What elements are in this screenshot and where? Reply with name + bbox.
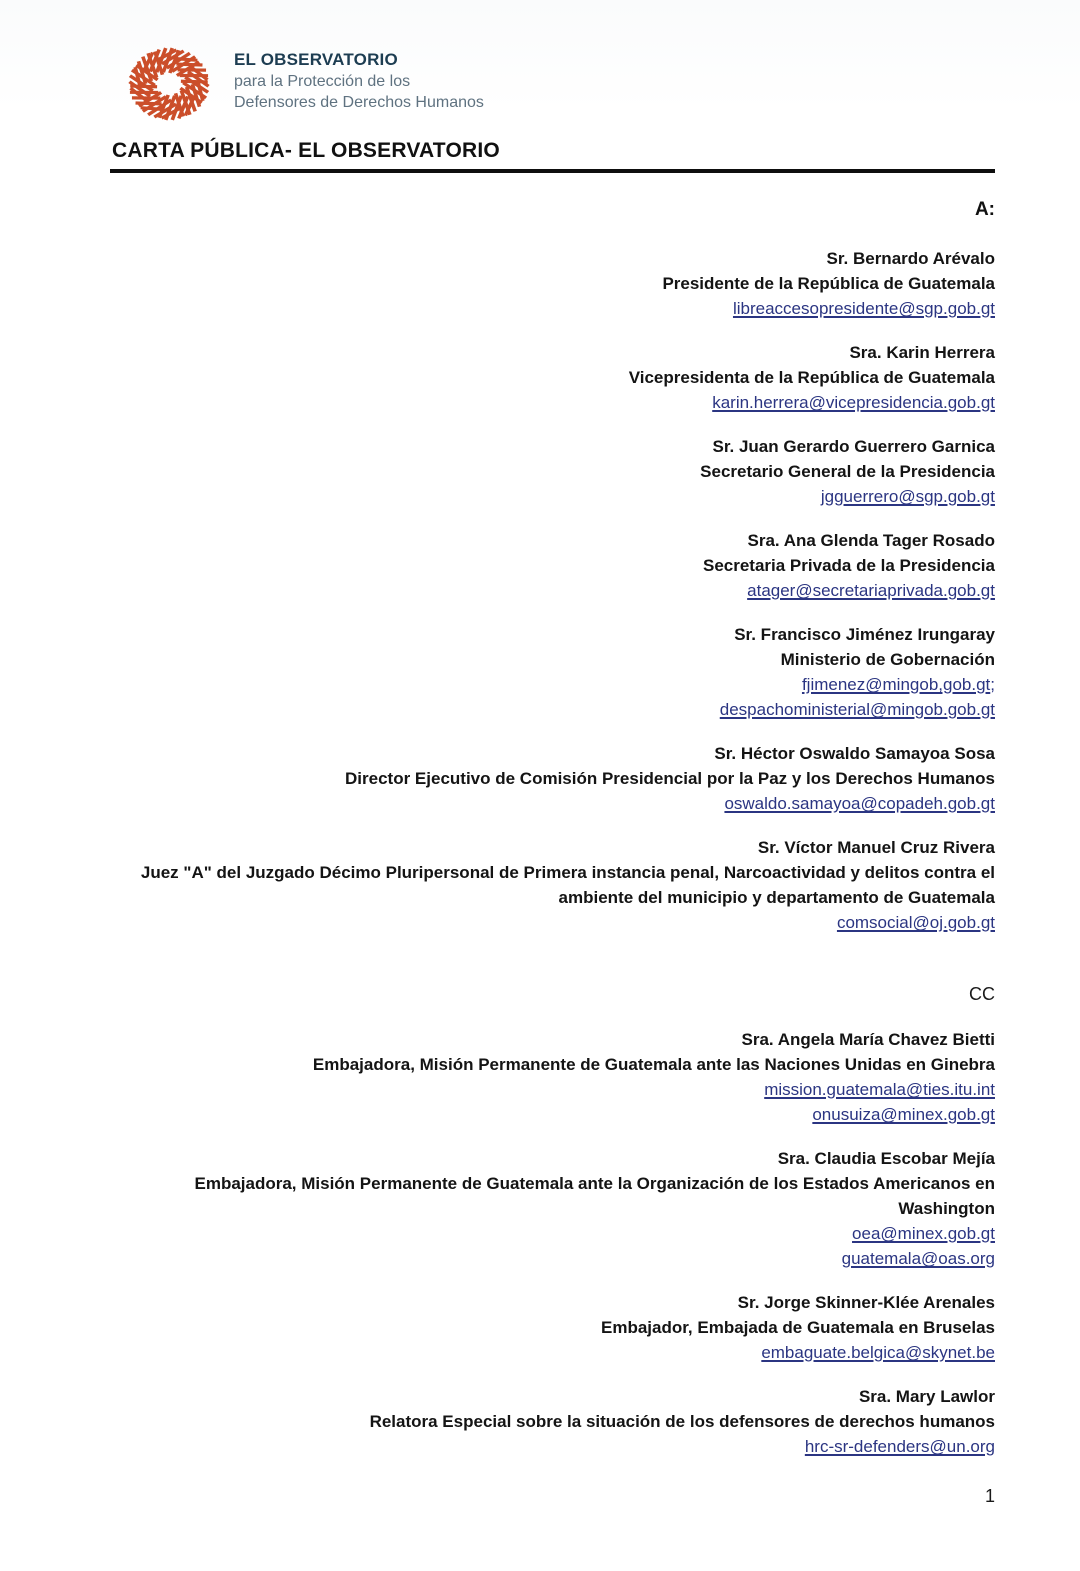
recipient-email-row <box>112 390 995 415</box>
recipient-email-row <box>112 1102 995 1127</box>
cc-recipients-list <box>112 1027 995 1459</box>
org-name: EL OBSERVATORIO <box>234 50 398 69</box>
email-link[interactable]: karin.herrera@vicepresidencia.gob.gt <box>712 393 995 412</box>
recipient-name: Sr. Jorge Skinner-Klée Arenales <box>737 1293 995 1312</box>
letterhead <box>112 40 995 173</box>
recipient-name: Sra. Angela María Chavez Bietti <box>741 1030 995 1049</box>
recipient-block <box>112 1290 995 1365</box>
email-link[interactable]: comsocial@oj.gob.gt <box>836 913 995 932</box>
email-link[interactable]: jgguerrero@sgp.gob.gt <box>820 487 995 506</box>
org-subtitle-line1: para la Protección de los <box>234 73 411 90</box>
to-recipients-list <box>112 246 995 935</box>
email-link[interactable]: oswaldo.samayoa@copadeh.gob.gt <box>724 794 995 813</box>
recipient-title: Presidente de la República de Guatemala <box>662 274 995 293</box>
page-number: 1 <box>984 1486 995 1506</box>
recipient-title: Relatora Especial sobre la situación de los defensores de derechos humanos <box>369 1412 995 1431</box>
email-link[interactable]: fjimenez@mingob,gob.gt <box>801 675 991 694</box>
recipient-name: Sra. Karin Herrera <box>849 343 995 362</box>
recipient-email-row <box>112 672 995 697</box>
title-divider <box>110 169 995 173</box>
email-link[interactable]: hrc-sr-defenders@un.org <box>804 1437 995 1456</box>
recipient-title: Embajador, Embajada de Guatemala en Bruselas <box>601 1318 995 1337</box>
recipient-block <box>112 622 995 722</box>
recipient-name: Sr. Bernardo Arévalo <box>826 249 995 268</box>
recipients-section <box>112 197 995 1459</box>
recipient-email-row <box>112 697 995 722</box>
observatorio-spiral-logo-icon <box>120 40 218 128</box>
recipient-name: Sr. Héctor Oswaldo Samayoa Sosa <box>714 744 995 763</box>
recipient-block <box>112 835 995 935</box>
recipient-title: Ministerio de Gobernación <box>780 650 995 669</box>
recipient-title: Embajadora, Misión Permanente de Guatemala ante la Organización de los Estados Americanos en Washington <box>194 1174 995 1218</box>
recipient-name: Sr. Víctor Manuel Cruz Rivera <box>757 838 995 857</box>
email-link[interactable]: despachoministerial@mingob.gob.gt <box>719 700 995 719</box>
recipient-block <box>112 434 995 509</box>
recipient-title: Vicepresidenta de la República de Guatemala <box>628 368 995 387</box>
recipient-email-row <box>112 1246 995 1271</box>
org-text <box>234 49 484 113</box>
recipient-email-row <box>112 578 995 603</box>
recipient-block <box>112 340 995 415</box>
email-link[interactable]: onusuiza@minex.gob.gt <box>812 1105 995 1124</box>
recipient-title: Secretaria Privada de la Presidencia <box>702 556 995 575</box>
recipient-email-row <box>112 484 995 509</box>
recipient-block <box>112 1146 995 1271</box>
recipient-email-row <box>112 791 995 816</box>
email-link[interactable]: guatemala@oas.org <box>841 1249 995 1268</box>
email-link[interactable]: mission.guatemala@ties.itu.int <box>764 1080 995 1099</box>
recipient-email-row <box>112 296 995 321</box>
recipient-title: Juez "A" del Juzgado Décimo Pluripersonal de Primera instancia penal, Narcoactividad y delitos contra el ambiente del municipio y departamento de Guatemala <box>140 863 995 907</box>
recipient-block <box>112 1384 995 1459</box>
recipient-email-row <box>112 1221 995 1246</box>
recipient-name: Sra. Mary Lawlor <box>858 1387 995 1406</box>
recipient-block <box>112 741 995 816</box>
recipient-name: Sr. Francisco Jiménez Irungaray <box>734 625 995 644</box>
document-title: CARTA PÚBLICA- EL OBSERVATORIO <box>112 139 500 162</box>
recipient-email-row <box>112 910 995 935</box>
email-suffix: ; <box>990 675 995 694</box>
recipient-email-row <box>112 1077 995 1102</box>
recipient-title: Director Ejecutivo de Comisión Presidencial por la Paz y los Derechos Humanos <box>345 769 995 788</box>
email-link[interactable]: oea@minex.gob.gt <box>852 1224 995 1243</box>
recipient-name: Sra. Claudia Escobar Mejía <box>777 1149 995 1168</box>
email-link[interactable]: embaguate.belgica@skynet.be <box>761 1343 995 1362</box>
org-subtitle-line2: Defensores de Derechos Humanos <box>234 94 484 111</box>
email-link[interactable]: libreaccesopresidente@sgp.gob.gt <box>732 299 995 318</box>
recipient-name: Sra. Ana Glenda Tager Rosado <box>747 531 995 550</box>
to-label: A: <box>974 199 995 220</box>
email-link[interactable]: atager@secretariaprivada.gob.gt <box>747 581 995 600</box>
recipient-block <box>112 246 995 321</box>
recipient-block <box>112 1027 995 1127</box>
recipient-block <box>112 528 995 603</box>
recipient-name: Sr. Juan Gerardo Guerrero Garnica <box>712 437 995 456</box>
cc-label: CC <box>969 984 995 1004</box>
recipient-title: Secretario General de la Presidencia <box>700 462 995 481</box>
recipient-email-row <box>112 1340 995 1365</box>
recipient-email-row <box>112 1434 995 1459</box>
recipient-title: Embajadora, Misión Permanente de Guatemala ante las Naciones Unidas en Ginebra <box>312 1055 995 1074</box>
